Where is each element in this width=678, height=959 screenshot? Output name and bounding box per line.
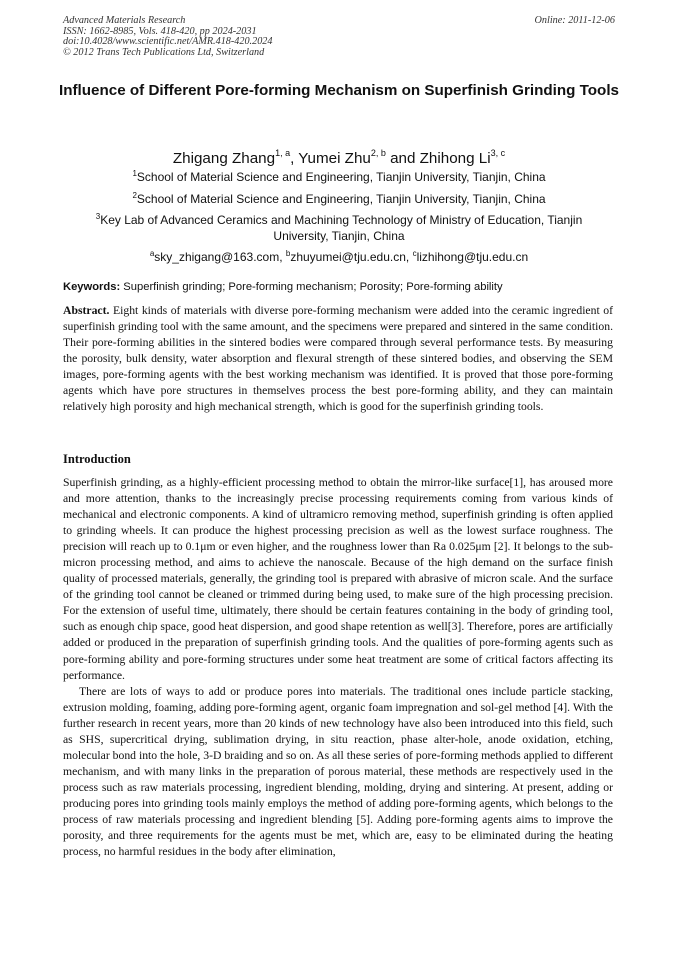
introduction-body (63, 475, 613, 860)
email-link[interactable]: zhuyumei@tju.edu.cn, (290, 250, 413, 264)
affiliation-3 (78, 209, 600, 244)
affiliation-text: Key Lab of Advanced Ceramics and Machining Technology of Ministry of Education, Tianjin University, Tianjin, China (100, 213, 583, 243)
journal-doi: doi:10.4028/www.scientific.net/AMR.418-420.2024 (63, 36, 273, 48)
author-separator: , (290, 150, 299, 167)
journal-copyright: © 2012 Trans Tech Publications Ltd, Switzerland (63, 46, 265, 58)
author-name: Yumei Zhu (298, 150, 371, 167)
author-separator: and (385, 150, 420, 167)
paragraph: There are lots of ways to add or produce pores into materials. The traditional ones include particle stacking, extrusion molding, foaming, adding pore-forming agent, organic foam impregnation and sol-gel method [4]. With the further research in recent years, more than 20 kinds of new technology have also been introduced into this field, such as SHS, supercritical drying, sublimation drying, in situ reaction, phase alter-hole, anode oxidation, etching, molecular bond into the hole, 3-D braiding and so on. As all these series of pore-forming methods applied to different mechanism, and with many links in the preparation of porous material, these methods are respectively used in the process such as raw materials processing, ingredient blending, molding, drying and sintering. At present, adding or producing pores into grinding tools mainly employs the method of adding pore-forming agents, which belongs to the process of raw materials processing and ingredient blending [5]. Adding pore-forming agents aims to improve the porosity, and three requirements for the agents must be met, which are, easy to be eliminated during the heating process, no harmful residues in the body after elimination, (63, 684, 613, 859)
paragraph: Superfinish grinding, as a highly-efficient processing method to obtain the mirror-like surface[1], has aroused more and more attention, thanks to the increasingly precise processing requirements coming from various kinds of mechanical and electronic components. A kind of ultramicro removing method, superfinish grinding is often applied to grinding wheels. It can produce the highest processing precision as well as the lowest surface roughness. The precision will reach up to 0.1μm or even higher, and the roughness lower than Ra 0.025μm [2]. It belongs to the sub-micron processing method, and aims to achieve the nanoscale. Because of the high demand on the surface finish quality of processed materials, generally, the grinding tool is prepared with abrasive of micron scale. And the surface of the grinding tool cannot be cleaned or trimmed during being used, to make sure of the high processing precision. For the extension of useful time, ultimately, there should be certain features containing in the body of grinding tool, such as enough chip space, good heat dispersion, and good shape retention as well[3]. Therefore, pores are artificially added or produced in the preparation of superfinish grinding tools. And the qualities of pore-forming agents such as pore-forming ability and pore-forming structures under some heat treatment are some of critical factors affecting its performance. (63, 476, 613, 682)
online-date: Online: 2011-12-06 (534, 15, 615, 26)
journal-issn: ISSN: 1662-8985, Vols. 418-420, pp 2024-2031 (63, 25, 257, 37)
abstract-label: Abstract. (63, 304, 110, 317)
abstract-text: Eight kinds of materials with diverse pore-forming mechanism were added into the ceramic ingredient of superfinish grinding tool with the same amount, and the specimens were prepared and sintered in the same condition. Their pore-forming abilities in the sintered bodies were compared through several performance tests. By measuring the porosity, bulk density, water absorption and flexural strength of these sintered bodies, and observing the SEM images, pore-forming agents with the best working mechanism was identified. It is proved that those pore-forming agents which have pore structures in themselves process the best pore-forming ability, and they can maintain relatively high porosity and high mechanical strength, which is good for the superfinish grinding tools. (63, 304, 613, 414)
affiliation-2 (40, 188, 638, 207)
affiliation-text: School of Material Science and Engineering, Tianjin University, Tianjin, China (136, 192, 546, 206)
email-link[interactable]: sky_zhigang@163.com, (154, 250, 286, 264)
author-sup: 1, a (275, 148, 291, 158)
author-name: Zhigang Zhang (172, 150, 276, 167)
affiliation-1 (40, 166, 638, 185)
email-link[interactable]: lizhihong@tju.edu.cn (416, 250, 529, 264)
affiliation-sup: 1 (132, 169, 137, 178)
section-heading: Introduction (63, 452, 131, 466)
author-name: Zhihong Li (419, 150, 491, 167)
paper-title: Influence of Different Pore-forming Mechanism on Superfinish Grinding Tools (59, 82, 619, 99)
journal-name: Advanced Materials Research (63, 15, 186, 26)
abstract (63, 303, 613, 415)
journal-header (63, 16, 615, 58)
email-line (40, 246, 638, 265)
email-sup: a (149, 249, 155, 258)
affiliation-text: School of Material Science and Engineering, Tianjin University, Tianjin, China (136, 170, 546, 184)
author-sup: 2, b (370, 148, 386, 158)
keywords-label: Keywords: (63, 281, 121, 293)
affiliation-sup: 2 (132, 191, 137, 200)
email-sup: c (412, 249, 417, 258)
keywords-text: Superfinish grinding; Pore-forming mechanism; Porosity; Pore-forming ability (120, 281, 503, 293)
keywords (63, 280, 623, 294)
affiliation-sup: 3 (95, 212, 101, 221)
author-sup: 3, c (490, 148, 506, 158)
email-sup: b (285, 249, 291, 258)
